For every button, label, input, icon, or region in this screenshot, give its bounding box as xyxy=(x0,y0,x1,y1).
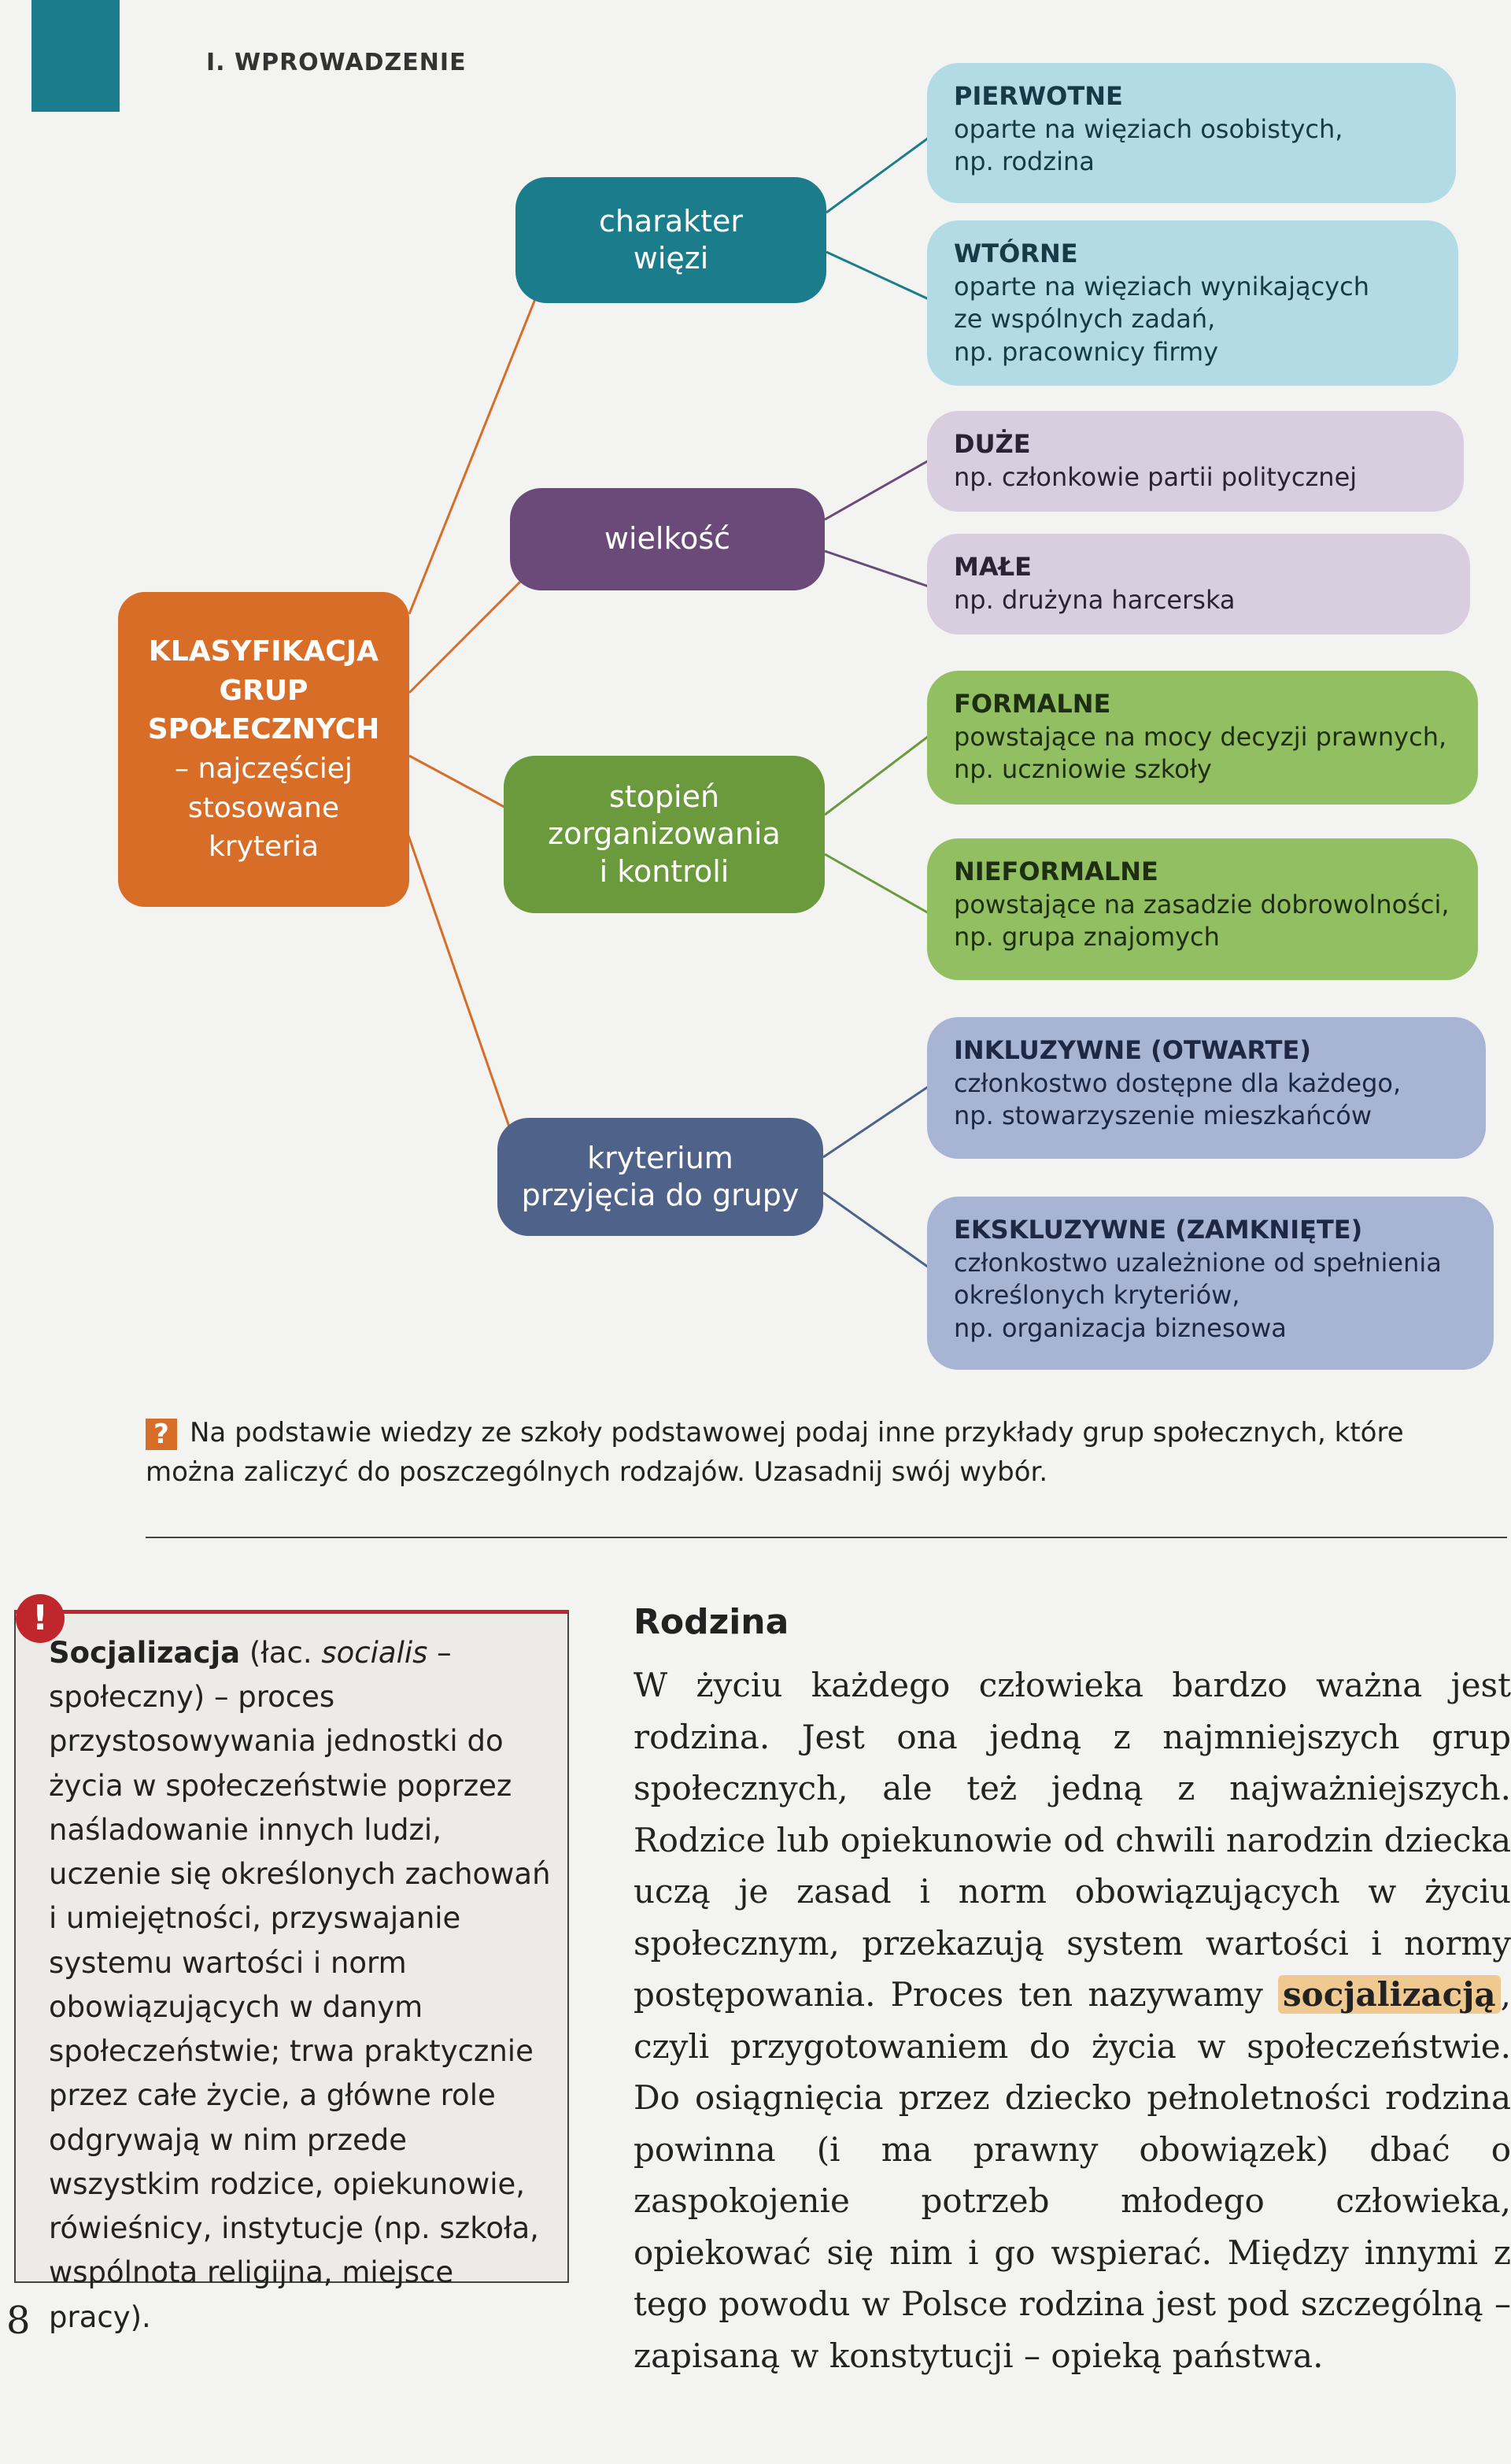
leaf-caption: PIERWOTNE xyxy=(954,81,1123,111)
leaf-ekskluzywne xyxy=(927,1197,1494,1370)
connector-b2-l4 xyxy=(825,551,929,586)
connector-b3-l6 xyxy=(825,854,929,913)
leaf-caption: MAŁE xyxy=(954,552,1033,582)
definition-term: Socjalizacja xyxy=(49,1636,241,1670)
leaf-wtorne xyxy=(927,220,1458,386)
leaf-text: powstające na mocy decyzji prawnych, np. uczniowie szkoły xyxy=(954,721,1447,785)
root-title-line: SPOŁECZNYCH xyxy=(147,713,380,746)
connector-root-branch3 xyxy=(409,756,512,811)
branch-node-stopien-zorganizowania: stopień zorganizowania i kontroli xyxy=(504,756,825,913)
branch-node-wielkosc: wielkość xyxy=(510,488,825,590)
leaf-formalne xyxy=(927,671,1478,805)
root-title-line: KLASYFIKACJA xyxy=(148,634,379,668)
connector-b1-l1 xyxy=(826,138,929,213)
exclamation-icon: ! xyxy=(16,1594,65,1643)
chapter-header: I. WPROWADZENIE xyxy=(206,49,467,76)
answer-line xyxy=(146,1537,1507,1538)
section-title: Rodzina xyxy=(634,1602,789,1642)
leaf-caption: WTÓRNE xyxy=(954,239,1078,268)
definition-latin: socialis xyxy=(321,1636,428,1670)
leaf-inkluzywne xyxy=(927,1017,1486,1159)
branch-node-charakter-wiezi: charakter więzi xyxy=(515,177,826,303)
connector-root-branch2 xyxy=(409,575,527,693)
leaf-male xyxy=(927,534,1470,634)
leaf-pierwotne xyxy=(927,63,1456,203)
leaf-caption: EKSKLUZYWNE (ZAMKNIĘTE) xyxy=(954,1215,1363,1245)
leaf-text: np. drużyna harcerska xyxy=(954,584,1236,615)
leaf-text: powstające na zasadzie dobrowolności, np. grupa znajomych xyxy=(954,889,1450,953)
leaf-caption: INKLUZYWNE (OTWARTE) xyxy=(954,1035,1311,1065)
definition-text: Socjalizacja (łac. socialis – społeczny) – proces przystosowywania jednostki do życia w społeczeństwie poprzez naśladowanie innych ludzi, uczenie się określonych zachowań i umiejętności, przyswajanie systemu wartości i norm obowiązujących w danym społeczeństwie; trwa praktycznie przez całe życie, a główne role odgrywają w nim przede wszystkim rodzice, opiekunowie, rówieśnicy, instytucje (np. szkoła, wspólnota religijna, miejsce pracy). xyxy=(49,1636,551,2334)
leaf-text: oparte na więziach wynikających ze wspólnych zadań, np. pracownicy firmy xyxy=(954,271,1369,367)
connector-b1-l2 xyxy=(826,252,929,299)
question-mark-icon: ? xyxy=(146,1419,177,1450)
branch-node-kryterium-przyjecia: kryterium przyjęcia do grupy xyxy=(497,1118,823,1236)
connector-root-branch4 xyxy=(405,827,512,1134)
root-sub-line: stosowane xyxy=(187,791,340,824)
leaf-nieformalne xyxy=(927,838,1478,980)
leaf-caption: FORMALNE xyxy=(954,689,1111,719)
leaf-text: np. członkowie partii politycznej xyxy=(954,461,1358,492)
connector-b3-l5 xyxy=(825,736,929,815)
diagram-root-node xyxy=(118,592,409,907)
question-text: Na podstawie wiedzy ze szkoły podstawowej podaj inne przykłady grup społecznych, które można zaliczyć do poszczególnych rodzajów. Uzasadnij swój wybór. xyxy=(146,1417,1404,1489)
section-body: W życiu każdego człowieka bardzo ważna jest rodzina. Jest ona jedną z najmniejszych grup społecznych, ale też jedną z najważniejszych. Rodzice lub opiekunowie od chwili narodzin dziecka uczą je zasad i norm obowiązujących w życiu społecznym, przekazują system wartości i normy postępowania. Proces ten nazywamy socjalizacją , czyli przygotowaniem do życia w społeczeństwie. Do osiągnięcia przez dziecko pełnoletności rodzina powinna (i ma prawny obowiązek) dbać o zaspokojenie potrzeb młodego człowieka, opiekować się nim i go wspierać. Między innymi z tego powodu w Polsce rodzina jest pod szczególną – zapisaną w konstytucji – opieką państwa. xyxy=(634,1666,1511,2375)
leaf-caption: DUŻE xyxy=(954,429,1031,459)
leaf-text: członkostwo uzależnione od spełnienia określonych kryteriów, np. organizacja biznesowa xyxy=(954,1247,1442,1343)
leaf-text: członkostwo dostępne dla każdego, np. stowarzyszenie mieszkańców xyxy=(954,1067,1402,1131)
leaf-caption: NIEFORMALNE xyxy=(954,856,1158,886)
page-number: 8 xyxy=(6,2299,31,2343)
connector-b4-l7 xyxy=(823,1086,929,1157)
question-block xyxy=(146,1413,1452,1493)
leaf-text: oparte na więziach osobistych, np. rodzina xyxy=(954,113,1343,177)
leaf-duze xyxy=(927,411,1464,512)
root-title-line: GRUP xyxy=(219,674,308,707)
connector-b4-l8 xyxy=(823,1193,929,1267)
highlighted-term: socjalizacją xyxy=(1278,1975,1501,2014)
root-sub-line: – najczęściej xyxy=(175,753,353,785)
connector-b2-l3 xyxy=(825,461,929,520)
root-sub-line: kryteria xyxy=(208,831,320,864)
